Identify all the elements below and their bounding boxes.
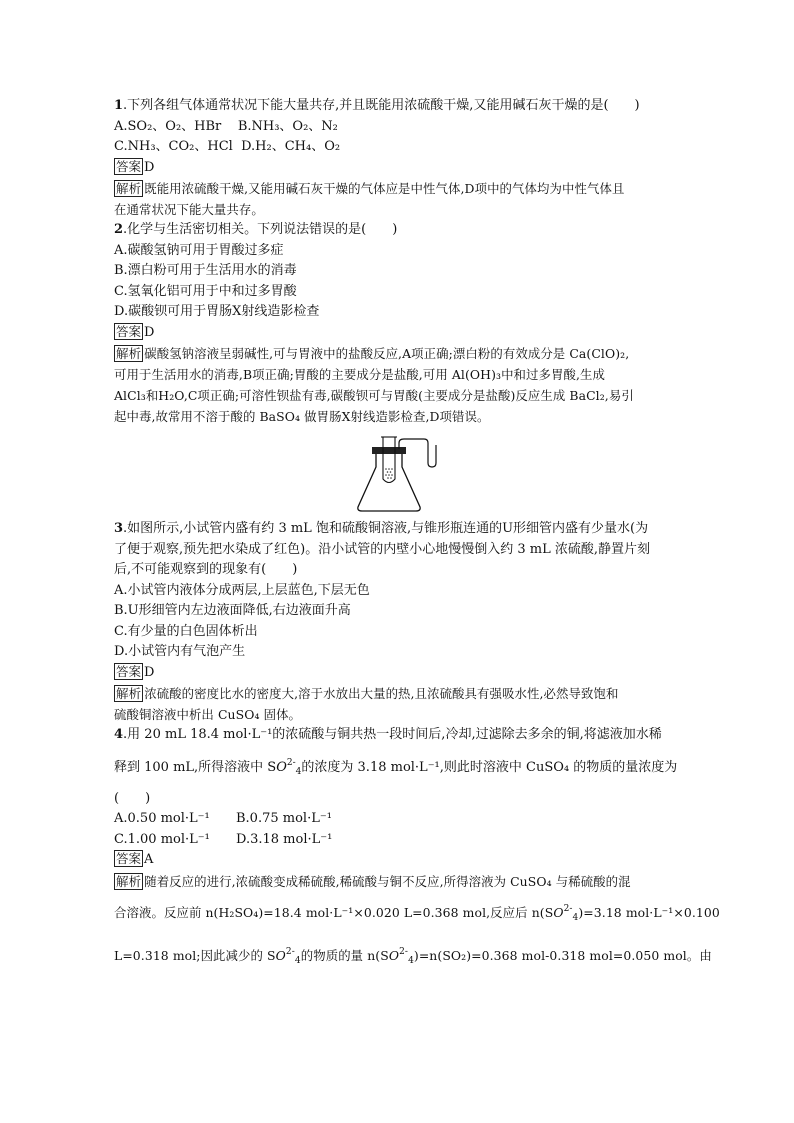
question-2-option-c: C.氢氧化铝可用于中和过多胃酸 [114, 283, 297, 299]
answer-tag: 答案 [116, 158, 142, 174]
question-2-option-b: B.漂白粉可用于生活用水的消毒 [114, 263, 297, 278]
question-3-option-d: D.小试管内有气泡产生 [114, 644, 246, 659]
question-1-answer: 答案 D [116, 158, 155, 175]
analysis-tag: 解析 [116, 346, 142, 361]
question-2-answer: 答案 D [116, 323, 155, 340]
sulfate-ion: $O^{2-}_4$ [388, 946, 414, 966]
sulfate-ion: $O^{2-}_4$ [275, 946, 301, 966]
question-3-option-a: A.小试管内液体分成两层,上层蓝色,下层无色 [114, 582, 370, 598]
question-1-options-ab: A.SO₂、O₂、HBr B.NH₃、O₂、N₂ [114, 118, 338, 134]
question-2-option-a: A.碳酸氢钠可用于胃酸过多症 [114, 242, 284, 258]
question-4-stem: 4.用 20 mL 18.4 mol·L⁻¹的浓硫酸与铜共热一段时间后,冷却,过滤除去多余的铜,将滤液加水稀 [114, 727, 662, 742]
question-1-options-cd: C.NH₃、CO₂、HCl D.H₂、CH₄、O₂ [114, 139, 341, 154]
analysis-tag: 解析 [116, 181, 142, 196]
question-1-analysis: 解析 既能用浓硫酸干燥,又能用碱石灰干燥的气体应是中性气体,D项中的气体均为中性气体且 [116, 181, 625, 196]
sulfate-ion: $O^{2-}_4$ [553, 903, 579, 923]
question-3-answer: 答案 D [116, 663, 155, 680]
question-2-stem: 2.化学与生活密切相关。下列说法错误的是( ) [114, 222, 398, 237]
answer-tag: 答案 [116, 663, 142, 679]
question-number: 3 [114, 521, 124, 536]
question-4-options-ab: A.0.50 mol·L⁻¹ B.0.75 mol·L⁻¹ [114, 811, 332, 826]
flask-apparatus-figure [354, 433, 444, 513]
answer-tag: 答案 [116, 851, 142, 866]
question-3-analysis: 解析 浓硫酸的密度比水的密度大,溶于水放出大量的热,且浓硫酸具有强吸水性,必然导致饱和 [116, 686, 619, 701]
answer-tag: 答案 [116, 323, 142, 339]
question-1-stem: 1.下列各组气体通常状况下能大量共存,并且既能用浓硫酸干燥,又能用碱石灰干燥的是( ) [114, 98, 640, 113]
question-2-option-d: D.碳酸钡可用于胃肠X射线造影检查 [114, 304, 320, 319]
analysis-tag: 解析 [116, 686, 142, 701]
question-4-analysis: 解析 随着反应的进行,浓硫酸变成稀硫酸,稀硫酸与铜不反应,所得溶液为 CuSO₄ 与稀硫酸的混 [116, 873, 631, 889]
question-3-option-c: C.有少量的白色固体析出 [114, 623, 258, 639]
question-3-stem: 3.如图所示,小试管内盛有约 3 mL 饱和硫酸铜溶液,与锥形瓶连通的U形细管内盛有少量水(为 [114, 521, 649, 536]
question-number: 4 [114, 727, 124, 742]
question-4-answer: 答案 A [116, 851, 154, 867]
question-number: 2 [114, 222, 124, 237]
sulfate-ion: $O^{2-}_4$ [276, 757, 302, 777]
question-3-option-b: B.U形细管内左边液面降低,右边液面升高 [114, 603, 351, 618]
analysis-tag: 解析 [116, 873, 142, 889]
question-4-options-cd: C.1.00 mol·L⁻¹ D.3.18 mol·L⁻¹ [114, 831, 333, 847]
worksheet: 1.下列各组气体通常状况下能大量共存,并且既能用浓硫酸干燥,又能用碱石灰干燥的是( ) A.SO₂、O₂、HBr B.NH₃、O₂、N₂ C.NH₃、CO₂、HCl D.H₂、CH₄、O₂ 答案 D 解析 既能用浓硫酸干燥,又能用碱石灰干燥的气体应是中性气体,D项中的气体均为中性气体且 在通常状况下能大量共存。 2.化学与生活密切相关。下列说法错误的是( ) A.碳酸氢钠可用于胃酸过多症 B.漂白粉可用于生活用水的消毒 C.氢氧化铝可用于中和过多胃酸 D.碳酸钡可用于胃肠X射线造影检查 答案 D 解析 碳酸氢钠溶液呈弱碱性,可与胃液中的盐酸反应,A项正确;漂白粉的有效成分是 Ca(ClO)₂, 可用于生活用水的消毒,B项正确;胃酸的主要成分是盐酸,可用 Al(OH)₃中和过多胃酸,生成 AlCl₃和H₂O,C项正确;可溶性钡盐有毒,碳酸钡可与胃酸(主要成分是盐酸)反应生成 BaCl₂,易引 起中毒,故常用不溶于酸的 BaSO₄ 做胃肠X射线造影检查,D项错误。 3.如图所示,小试管内盛有约 3 mL 饱和硫酸铜溶液,与锥形瓶连通的U形细管内盛有少量水(为 了便于观察,预先把水染成了红色)。沿小试管的内壁小心地慢慢倒入约 3 mL 浓硫酸,静置片刻 后,不可能观察到的现象有( ) A.小试管内液体分成两层,上层蓝色,下层无色 B.U形细管内左边液面降低,右边液面升高 C.有少量的白色固体析出 D.小试管内有气泡产生 答案 D 解析 浓硫酸的密度比水的密度大,溶于水放出大量的热,且浓硫酸具有强吸水性,必然导致饱和 硫酸铜溶液中析出 CuSO₄ 固体。 4.用 20 mL 18.4 mol·L⁻¹的浓硫酸与铜共热一段时间后,冷却,过滤除去多余的铜,将滤液加水稀 释到 100 mL,所得溶液中 $SO^{2-}_4$的浓度为 3.18 mol·L⁻¹,则此时溶液中 CuSO₄ 的物质的量浓度为 ( ) A.0.50 mol·L⁻¹ B.0.75 mol·L⁻¹ C.1.00 mol·L⁻¹ D.3.18 mol·L⁻¹ 答案 A 解析 随着反应的进行,浓硫酸变成稀硫酸,稀硫酸与铜不反应,所得溶液为 CuSO₄ 与稀硫酸的混 合溶液。反应前 n(H₂SO₄)=18.4 mol·L⁻¹×0.020 L=0.368 mol,反应后 $n(SO^{2-}_4)=3.18$ mol·L⁻¹×0.100 L=0.318 mol;因此减少的 $SO^{2-}_4$的物质的量 $n(SO^{2-}_4)=n(SO_2)=0.368$ mol-0.318 mol=0.050 mol。由 [114, 98, 720, 966]
question-number: 1 [114, 98, 124, 113]
question-2-analysis: 解析 碳酸氢钠溶液呈弱碱性,可与胃液中的盐酸反应,A项正确;漂白粉的有效成分是 Ca(ClO)₂, [116, 346, 630, 361]
